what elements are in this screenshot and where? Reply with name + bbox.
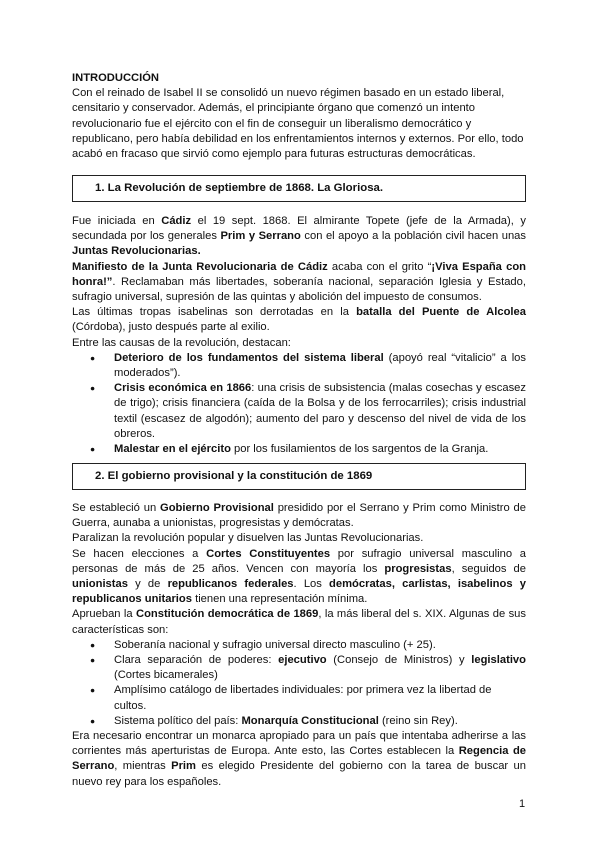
list-item: ● Amplísimo catálogo de libertades individuales: por primera vez la libertad de cultos. bbox=[72, 683, 526, 713]
list-item: ● Malestar en el ejército por los fusilamientos de los sargentos de la Granja. bbox=[72, 442, 526, 457]
paragraph: Era necesario encontrar un monarca apropiado para un país que intentaba adherirse a las corrientes más aperturistas de Europa. Ante esto, las Cortes establecen la Regencia de Serrano, mientras Prim es elegido Presidente del gobierno con la tarea de buscar un nuevo rey para los españoles. bbox=[72, 730, 526, 788]
introduction bbox=[72, 71, 532, 162]
list-item: ● Clara separación de poderes: ejecutivo (Consejo de Ministros) y legislativo (Cortes bicamerales) bbox=[72, 653, 526, 683]
intro-line: republicano, pero había debilidad en los enfrentamientos internos y externos. Por ello, todo bbox=[72, 132, 524, 145]
intro-line: acabó en fracaso que sirvió como ejemplo para futuras estructuras democráticas. bbox=[72, 148, 476, 161]
causes-list bbox=[72, 351, 526, 457]
section-2-body bbox=[72, 501, 526, 790]
paragraph: Se estableció un Gobierno Provisional presidido por el Serrano y Prim como Ministro de Guerra, aunaba a unionistas, progresistas y demócratas. bbox=[72, 502, 526, 530]
section-1-body bbox=[72, 214, 526, 457]
list-item: ● Deterioro de los fundamentos del sistema liberal (apoyó real “vitalicio” a los moderados”). bbox=[72, 351, 526, 381]
paragraph: Entre las causas de la revolución, destacan: bbox=[72, 336, 291, 349]
features-list bbox=[72, 638, 526, 729]
list-item: ● Crisis económica en 1866: una crisis de subsistencia (malas cosechas y escasez de trigo); crisis financiera (caída de la Bolsa y de los ferrocarriles); crisis industrial textil (escasez de algodón); aumento del paro y descenso del nivel de vida de los obreros. bbox=[72, 381, 526, 442]
paragraph: Se hacen elecciones a Cortes Constituyentes por sufragio universal masculino a personas de más de 25 años. Vencen con mayoría los progresistas, seguidos de unionistas y de republicanos federales. Los demócratas, carlistas, isabelinos y republicanos unitarios tienen una representación mínima. bbox=[72, 547, 527, 606]
intro-line: revolucionario fue el ejército con el fin de conseguir un liberalismo democrático y bbox=[72, 117, 472, 130]
paragraph: Las últimas tropas isabelinas son derrotadas en la batalla del Puente de Alcolea (Córdoba), justo después parte al exilio. bbox=[72, 306, 526, 334]
page-number: 1 bbox=[519, 798, 526, 810]
section-2-title: 2. El gobierno provisional y la constitución de 1869 bbox=[72, 463, 526, 490]
paragraph: Paralizan la revolución popular y disuelven las Juntas Revolucionarias. bbox=[72, 532, 424, 545]
intro-line: Con el reinado de Isabel II se consolidó un nuevo régimen basado en un estado liberal, bbox=[72, 87, 505, 100]
list-item: ● Soberanía nacional y sufragio universal directo masculino (+ 25). bbox=[72, 638, 526, 653]
intro-heading: INTRODUCCIÓN bbox=[72, 72, 160, 84]
paragraph: Fue iniciada en Cádiz el 19 sept. 1868. El almirante Topete (jefe de la Armada), y secundada por los generales Prim y Serrano con el apoyo a la población civil hacen unas Juntas Revolucionarias. bbox=[72, 215, 526, 258]
section-1-title: 1. La Revolución de septiembre de 1868. La Gloriosa. bbox=[72, 175, 526, 202]
paragraph: Aprueban la Constitución democrática de 1869, la más liberal del s. XIX. Algunas de sus características son: bbox=[72, 608, 526, 636]
intro-line: censitario y conservador. Además, el principiante órgano que comenzó un intento bbox=[72, 102, 475, 115]
list-item: ● Sistema político del país: Monarquía Constitucional (reino sin Rey). bbox=[72, 714, 526, 729]
paragraph: Manifiesto de la Junta Revolucionaria de Cádiz acaba con el grito “¡Viva España con honra!”. Reclamaban más libertades, soberanía nacional, separación Iglesia y Estado, sufragio universal, supresión de las quintas y abolición del impuesto de consumos. bbox=[72, 260, 526, 304]
